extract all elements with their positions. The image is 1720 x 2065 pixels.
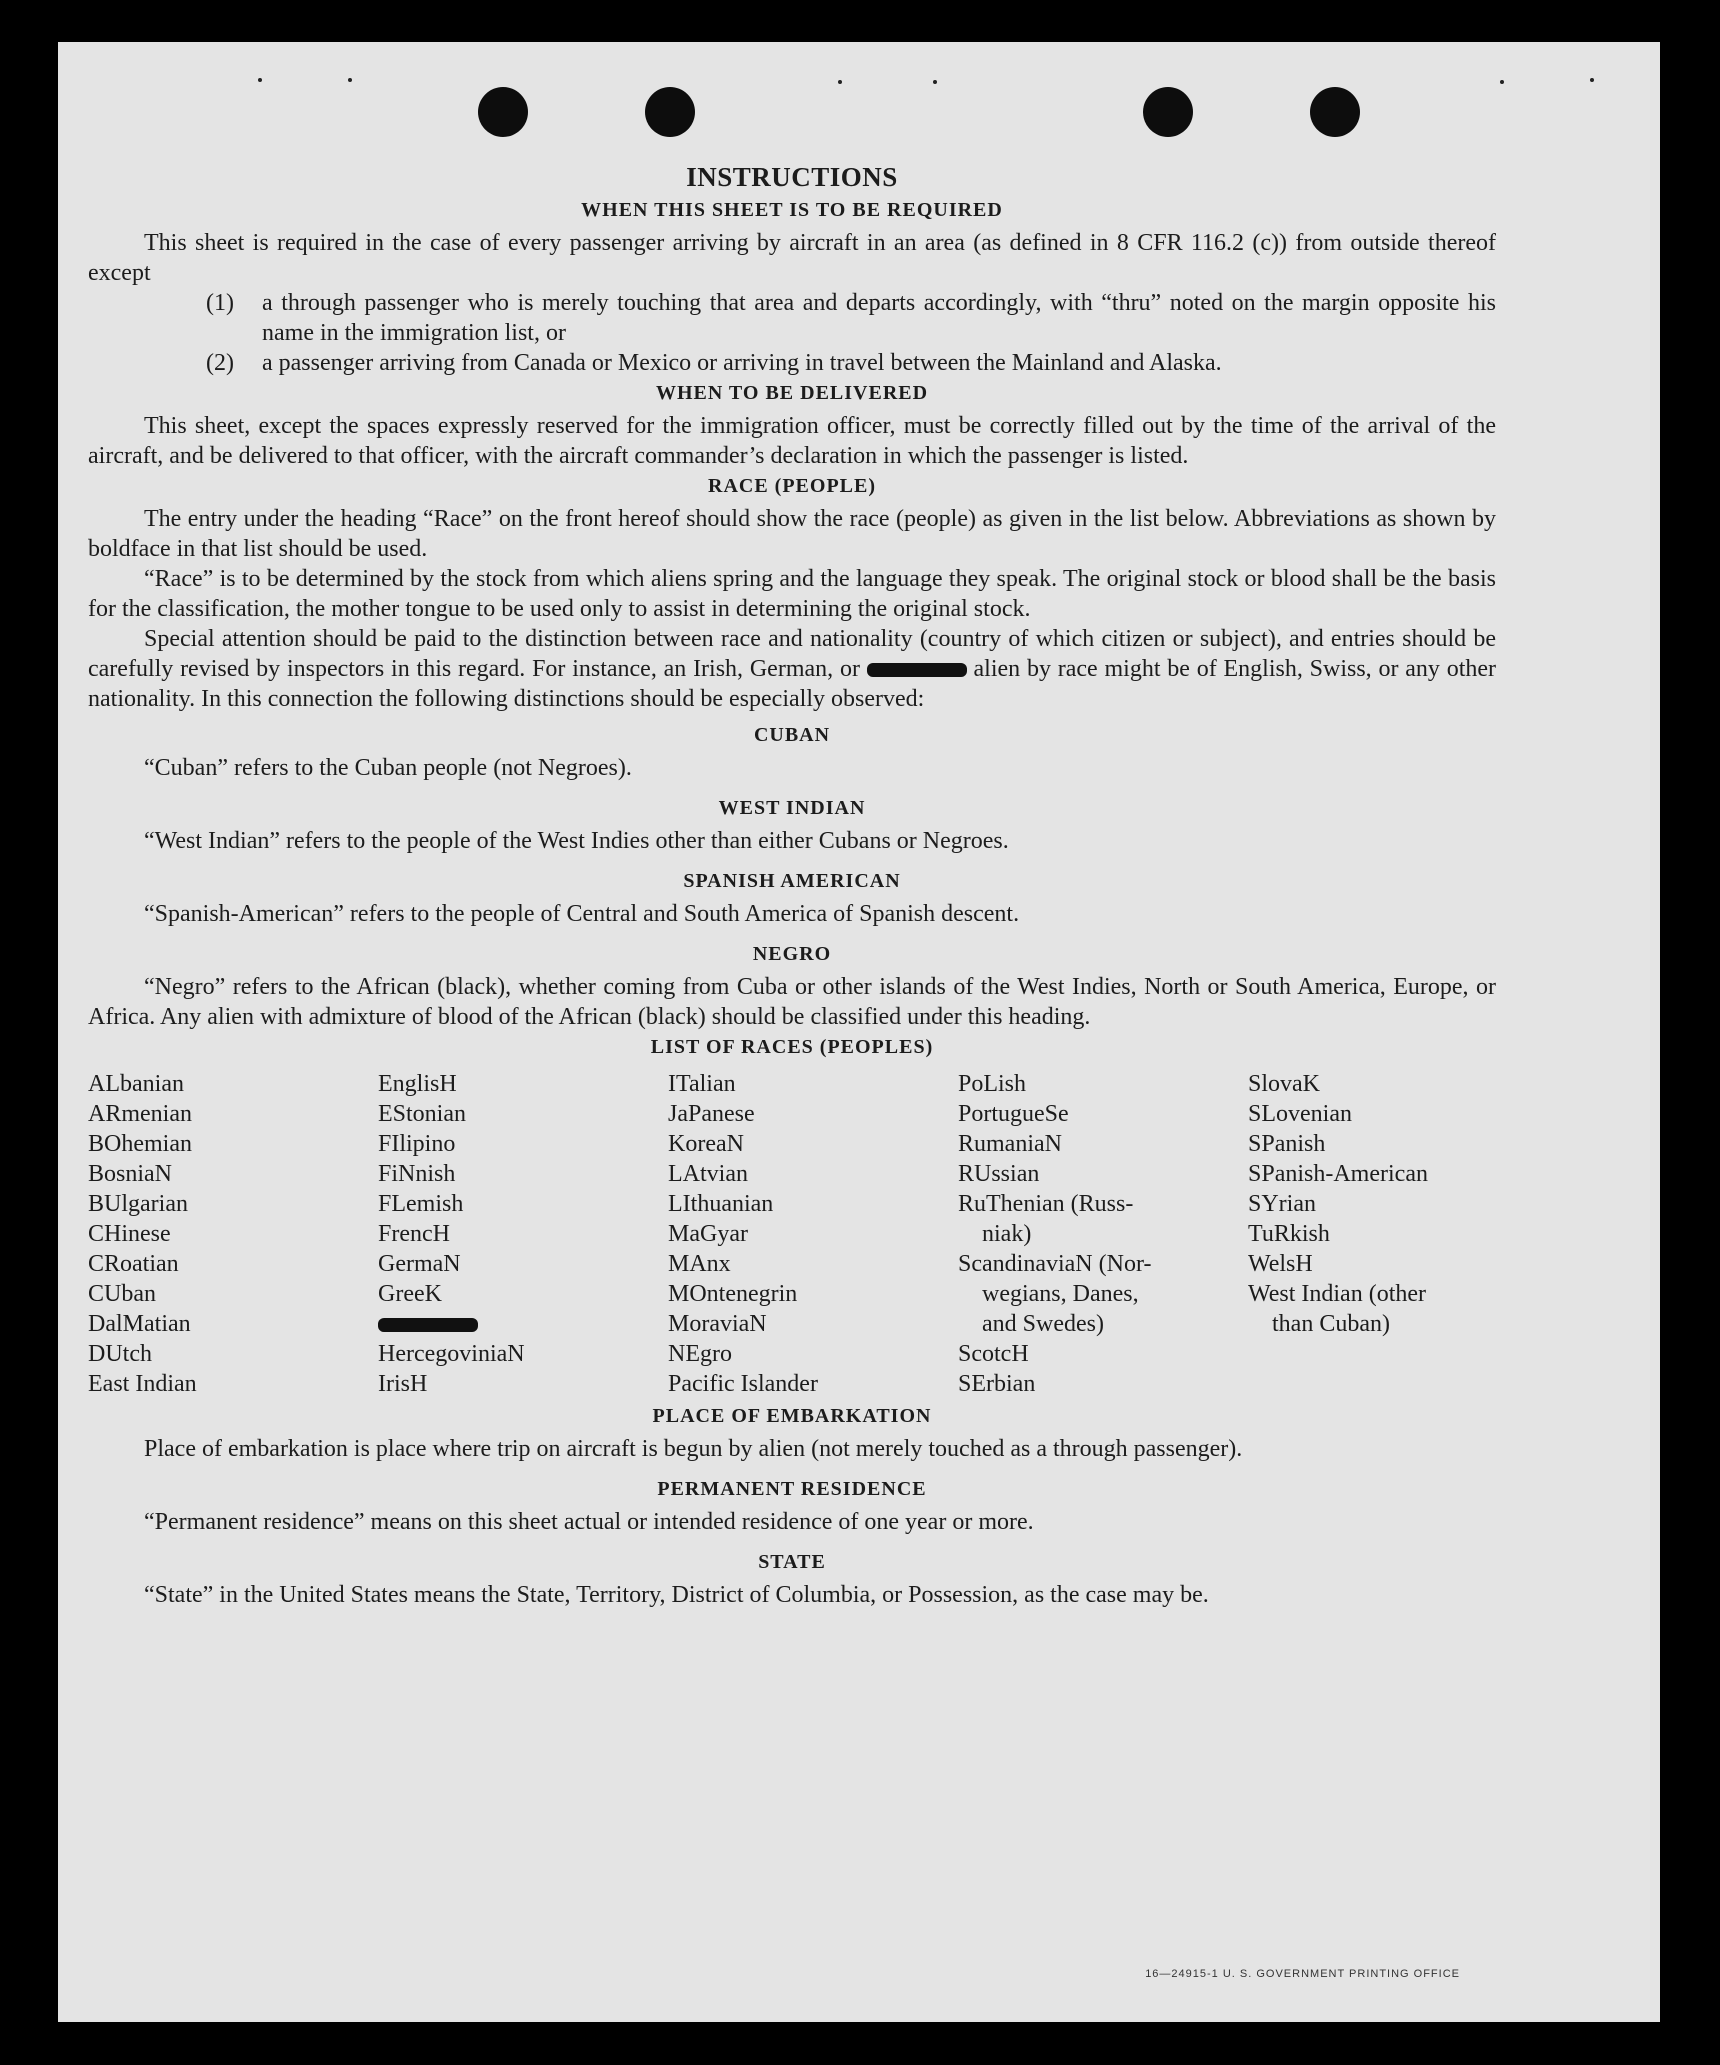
race-entry: WelsH (1248, 1251, 1313, 1277)
cuban-paragraph: “Cuban” refers to the Cuban people (not Negroes). (144, 755, 632, 781)
race-entry: PoLish (958, 1071, 1027, 1097)
race-column (378, 1069, 668, 1399)
punch-hole (1310, 87, 1360, 137)
item-number: (1) (206, 290, 234, 316)
race-entry: niak) (982, 1221, 1032, 1247)
race-entry: NEgro (668, 1341, 732, 1367)
race-entry: DUtch (88, 1341, 152, 1367)
race-entry: GreeK (378, 1281, 442, 1307)
section-heading-embarkation: PLACE OF EMBARKATION (652, 1405, 932, 1427)
race-column (668, 1069, 958, 1399)
race-entry: SErbian (958, 1371, 1036, 1397)
section-heading-race: RACE (PEOPLE) (708, 475, 876, 497)
race-entry: EnglisH (378, 1071, 457, 1097)
section-heading-state: STATE (758, 1551, 826, 1573)
race-entry: Pacific Islander (668, 1371, 818, 1397)
race-column (88, 1069, 378, 1399)
race-entry: HercegoviniaN (378, 1341, 525, 1367)
section-heading-required: WHEN THIS SHEET IS TO BE REQUIRED (581, 199, 1003, 221)
speck (1500, 80, 1504, 84)
redaction-mark (378, 1318, 478, 1332)
race-entry: RUssian (958, 1161, 1040, 1187)
embarkation-paragraph: Place of embarkation is place where trip on aircraft is begun by alien (not merely touched as a through passenger). (144, 1436, 1243, 1462)
section-heading-cuban: CUBAN (753, 724, 831, 746)
race-paragraph-text: alien by race might be of English, Swiss, or any other nationality. In this connection the following distinctions should be especially observed: (88, 656, 1497, 712)
section-heading-west-indian: WEST INDIAN (718, 797, 866, 819)
speck (1590, 78, 1594, 82)
section-heading-spanish-american: SPANISH AMERICAN (683, 870, 901, 892)
race-entry: EStonian (378, 1101, 466, 1127)
race-entry: ITalian (668, 1071, 736, 1097)
item-number: (2) (206, 350, 234, 376)
race-entry: than Cuban) (1272, 1311, 1390, 1337)
speck (838, 80, 842, 84)
race-entry: JaPanese (668, 1101, 755, 1127)
section-heading-negro: NEGRO (752, 943, 832, 965)
document-page (58, 42, 1660, 2022)
punch-hole (478, 87, 528, 137)
race-column (958, 1069, 1248, 1399)
west-indian-paragraph: “West Indian” refers to the people of the West Indies other than either Cubans or Negroes. (144, 828, 1009, 854)
race-entry: LIthuanian (668, 1191, 774, 1217)
race-entry: BosniaN (88, 1161, 172, 1187)
race-entry: FLemish (378, 1191, 464, 1217)
race-entry: SlovaK (1248, 1071, 1320, 1097)
item-text: a passenger arriving from Canada or Mexico or arriving in travel between the Mainland and Alaska. (262, 350, 1222, 376)
race-entry: CRoatian (88, 1251, 179, 1277)
race-paragraph (88, 624, 1496, 714)
redaction-mark (867, 663, 967, 677)
speck (933, 80, 937, 84)
delivered-paragraph: This sheet, except the spaces expressly reserved for the immigration officer, must be correctly filled out by the time of the arrival of the aircraft, and be delivered to that officer, with the aircraft commander’s declaration in which the passenger is listed. (88, 413, 1496, 469)
race-entry: West Indian (other (1248, 1281, 1427, 1307)
race-entry-redacted (378, 1309, 668, 1339)
race-entry: wegians, Danes, (982, 1281, 1139, 1307)
race-entry: SYrian (1248, 1191, 1316, 1217)
race-entry: FIlipino (378, 1131, 456, 1157)
race-entry: IrisH (378, 1371, 428, 1397)
exception-item (88, 348, 1496, 378)
exception-item (88, 288, 1496, 348)
race-entry: PortugueSe (958, 1101, 1069, 1127)
race-entry: FiNnish (378, 1161, 456, 1187)
race-entry: ScotcH (958, 1341, 1029, 1367)
race-entry: East Indian (88, 1371, 197, 1397)
race-entry: BUlgarian (88, 1191, 188, 1217)
punch-hole (645, 87, 695, 137)
page-title: INSTRUCTIONS (686, 162, 898, 192)
required-paragraph: This sheet is required in the case of every passenger arriving by aircraft in an area (as defined in 8 CFR 116.2 (c)) from outside thereof except (88, 230, 1496, 286)
race-entry: KoreaN (668, 1131, 744, 1157)
spanish-american-paragraph: “Spanish-American” refers to the people of Central and South America of Spanish descent. (144, 901, 1020, 927)
race-entry: MaGyar (668, 1221, 748, 1247)
race-entry: ScandinaviaN (Nor- (958, 1251, 1152, 1277)
printer-imprint: 16—24915-1 U. S. GOVERNMENT PRINTING OFFICE (1145, 1968, 1460, 1980)
race-paragraph-text: Special attention should be paid to the distinction between race and nationality (country of which citizen or subject), and entries should be carefully revised by inspectors in this regard. For instance, an Irish, German, or (88, 626, 1496, 682)
speck (348, 78, 352, 82)
section-heading-residence: PERMANENT RESIDENCE (657, 1478, 927, 1500)
race-entry: SPanish-American (1248, 1161, 1428, 1187)
race-entry: SPanish (1248, 1131, 1326, 1157)
race-entry: RuThenian (Russ- (958, 1191, 1134, 1217)
race-entry: MAnx (668, 1251, 731, 1277)
punch-hole (1143, 87, 1193, 137)
negro-paragraph: “Negro” refers to the African (black), whether coming from Cuba or other islands of the West Indies, North or South America, Europe, or Africa. Any alien with admixture of blood of the African (black) should be classified under this heading. (88, 974, 1496, 1030)
race-list (88, 1069, 1496, 1399)
race-entry: CUban (88, 1281, 156, 1307)
race-entry: SLovenian (1248, 1101, 1352, 1127)
race-paragraph: The entry under the heading “Race” on the front hereof should show the race (people) as given in the list below. Abbreviations as shown by boldface in that list should be used. (88, 506, 1496, 562)
race-entry: GermaN (378, 1251, 461, 1277)
race-entry: and Swedes) (982, 1311, 1104, 1337)
race-entry: LAtvian (668, 1161, 748, 1187)
race-entry: MOntenegrin (668, 1281, 798, 1307)
instructions-content (88, 162, 1496, 1610)
residence-paragraph: “Permanent residence” means on this sheet actual or intended residence of one year or more. (144, 1509, 1034, 1535)
race-entry: DalMatian (88, 1311, 191, 1337)
race-entry: ARmenian (88, 1101, 192, 1127)
race-entry: MoraviaN (668, 1311, 767, 1337)
race-entry: FrencH (378, 1221, 450, 1247)
race-paragraph: “Race” is to be determined by the stock from which aliens spring and the language they speak. The original stock or blood shall be the basis for the classification, the mother tongue to be used only to assist in determining the original stock. (88, 566, 1496, 622)
speck (258, 78, 262, 82)
item-text: a through passenger who is merely touching that area and departs accordingly, with “thru” noted on the margin opposite his name in the immigration list, or (262, 290, 1496, 346)
race-entry: ALbanian (88, 1071, 184, 1097)
race-entry: CHinese (88, 1221, 171, 1247)
state-paragraph: “State” in the United States means the State, Territory, District of Columbia, or Possession, as the case may be. (144, 1582, 1209, 1608)
race-entry: TuRkish (1248, 1221, 1330, 1247)
race-entry: BOhemian (88, 1131, 192, 1157)
section-heading-delivered: WHEN TO BE DELIVERED (655, 382, 929, 404)
section-heading-list: LIST OF RACES (PEOPLES) (650, 1036, 934, 1058)
race-column (1248, 1069, 1538, 1399)
race-entry: RumaniaN (958, 1131, 1062, 1157)
